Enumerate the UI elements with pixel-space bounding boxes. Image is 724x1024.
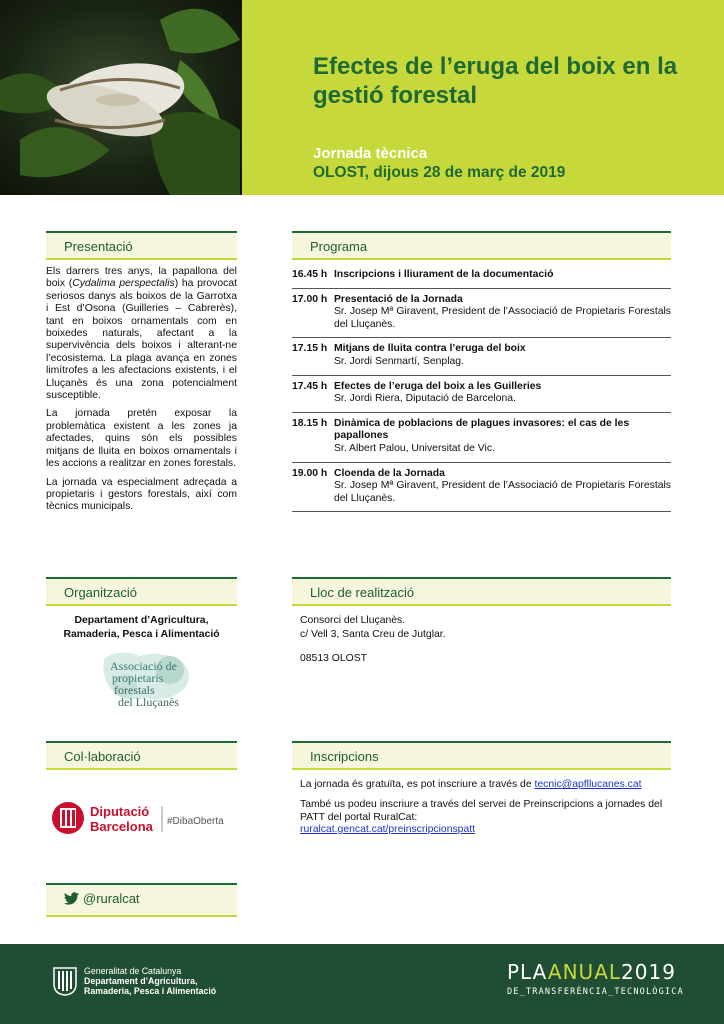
inscripcions-paragraph-2: També us podeu inscriure a través del servei de Preinscripcions a jornades del PATT del portal RuralCat: ruralcat.gencat.cat/preinscripcionspatt [300,799,663,836]
programa-speaker: Sr. Jordi Riera, Diputació de Barcelona. [334,393,516,405]
programa-title: Cloenda de la Jornada [334,467,445,479]
programa-time: 19.00 h [292,467,328,479]
programa-time: 17.45 h [292,380,328,392]
email-link[interactable]: tecnic@apfllucanes.cat [534,779,642,790]
event-date-place: OLOST, dijous 28 de març de 2019 [313,164,566,181]
programa-list [292,264,671,512]
svg-text:Diputació: Diputació [90,804,150,819]
svg-text:del Lluçanès: del Lluçanès [118,695,179,709]
programa-speaker: Sr. Jordi Senmartí, Senplag. [334,355,464,367]
inscripcions-paragraph-1: La jornada és gratuïta, es pot inscriure a través de tecnic@apfllucanes.cat [300,779,642,790]
svg-text:forestals: forestals [114,683,155,697]
twitter-handle[interactable] [64,891,140,906]
presentacio-paragraph-3: La jornada va especialment adreçada a propietaris i gestors forestals, així com tècnics municipals. [46,476,237,513]
section-heading-programa: Programa [292,231,671,260]
programa-title: Presentació de la Jornada [334,293,463,305]
event-type: Jornada tècnica [313,145,428,162]
presentacio-paragraph-1: Els darrers tres anys, la papallona del boix (Cydalima perspectalis) ha provocat seriosos danys als boixos de la Garrotxa i Est d’Osona (Guilleries – Cabrerès), tant en boixos ornamentals com en boixedes naturals, afectant a la supervivència dels boixos i alterant-ne l’ecosistema. La plaga avança en zones limítrofes a les afectacions existents, i el Lluçanès és una zona potencialment susceptible. [46,266,237,402]
twitter-icon [64,892,79,905]
section-heading-lloc: Lloc de realització [292,577,671,606]
gen-line-2: Departament d’Agricultura, [84,976,198,986]
section-heading-organitzacio: Organització [46,577,237,606]
programa-title: Mitjans de lluita contra l’eruga del boix [334,343,526,355]
twitter-label: @ruralcat [83,891,140,906]
programa-speaker: Sr. Josep Mª Giravent, President de l’Associació de Propietaris Forestals del Lluçanès. [334,306,671,330]
svg-text:Associació de: Associació de [110,659,177,673]
svg-text:Barcelona: Barcelona [90,819,153,834]
programa-item [292,264,671,289]
programa-time: 17.00 h [292,293,328,305]
programa-speaker: Sr. Josep Mª Giravent, President de l’Associació de Propietaris Forestals del Lluçanès. [334,480,671,504]
programa-item [292,376,671,413]
organizer-line-2: Ramaderia, Pesca i Alimentació [63,629,220,640]
gen-line-1: Generalitat de Catalunya [84,966,182,976]
section-heading-inscripcions: Inscripcions [292,741,671,770]
venue-postcode: 08513 OLOST [300,653,368,664]
generalitat-logo-icon [52,966,78,996]
diputacio-barcelona-logo [50,796,235,840]
moth-photo [0,0,242,195]
presentacio-text [46,266,237,520]
footer [0,944,724,1024]
section-heading-presentacio: Presentació [46,231,237,260]
generalitat-text [84,966,216,996]
venue-name: Consorci del Lluçanès. [300,615,406,626]
venue-address [300,614,660,666]
page-title: Efectes de l’eruga del boix en la gestió forestal [313,53,678,109]
section-heading-collaboracio: Col·laboració [46,741,237,770]
header [0,0,724,195]
presentacio-paragraph-2: La jornada pretén exposar la problemàtica existent a les zones ja afectades, quins són els possibles mitjans de lluita en boixos ornamentals i les accions a realitzar en zones forestals. [46,408,237,470]
programa-time: 18.15 h [292,417,328,429]
apf-lluçanes-logo [100,648,200,718]
programa-speaker: Sr. Albert Palou, Universitat de Vic. [334,442,495,454]
organizer-name [46,614,237,642]
pla-anual-logo: PLAANUAL2019 [507,960,676,984]
venue-street: c/ Vell 3, Santa Creu de Jutglar. [300,629,446,640]
programa-time: 17.15 h [292,343,328,355]
ruralcat-link[interactable]: ruralcat.gencat.cat/preinscripcionspatt [300,824,475,836]
pla-anual-subtitle: DE_TRANSFERÈNCIA_TECNOLÒGICA [507,987,684,997]
svg-text:propietaris: propietaris [112,671,164,685]
programa-time: 16.45 h [292,269,328,280]
programa-title: Efectes de l’eruga del boix a les Guilleries [334,380,542,392]
programa-item [292,338,671,375]
programa-item [292,413,671,463]
organizer-line-1: Departament d’Agricultura, [74,615,209,626]
programa-title: Inscripcions i lliurament de la documentació [334,269,554,280]
programa-title: Dinàmica de poblacions de plagues invasores: el cas de les papallones [334,417,630,442]
gen-line-3: Ramaderia, Pesca i Alimentació [84,986,217,996]
programa-item [292,289,671,339]
programa-item [292,463,671,513]
inscripcions-text [300,779,672,845]
svg-text:#DibaOberta: #DibaOberta [167,816,224,827]
moth-illustration [0,0,242,195]
